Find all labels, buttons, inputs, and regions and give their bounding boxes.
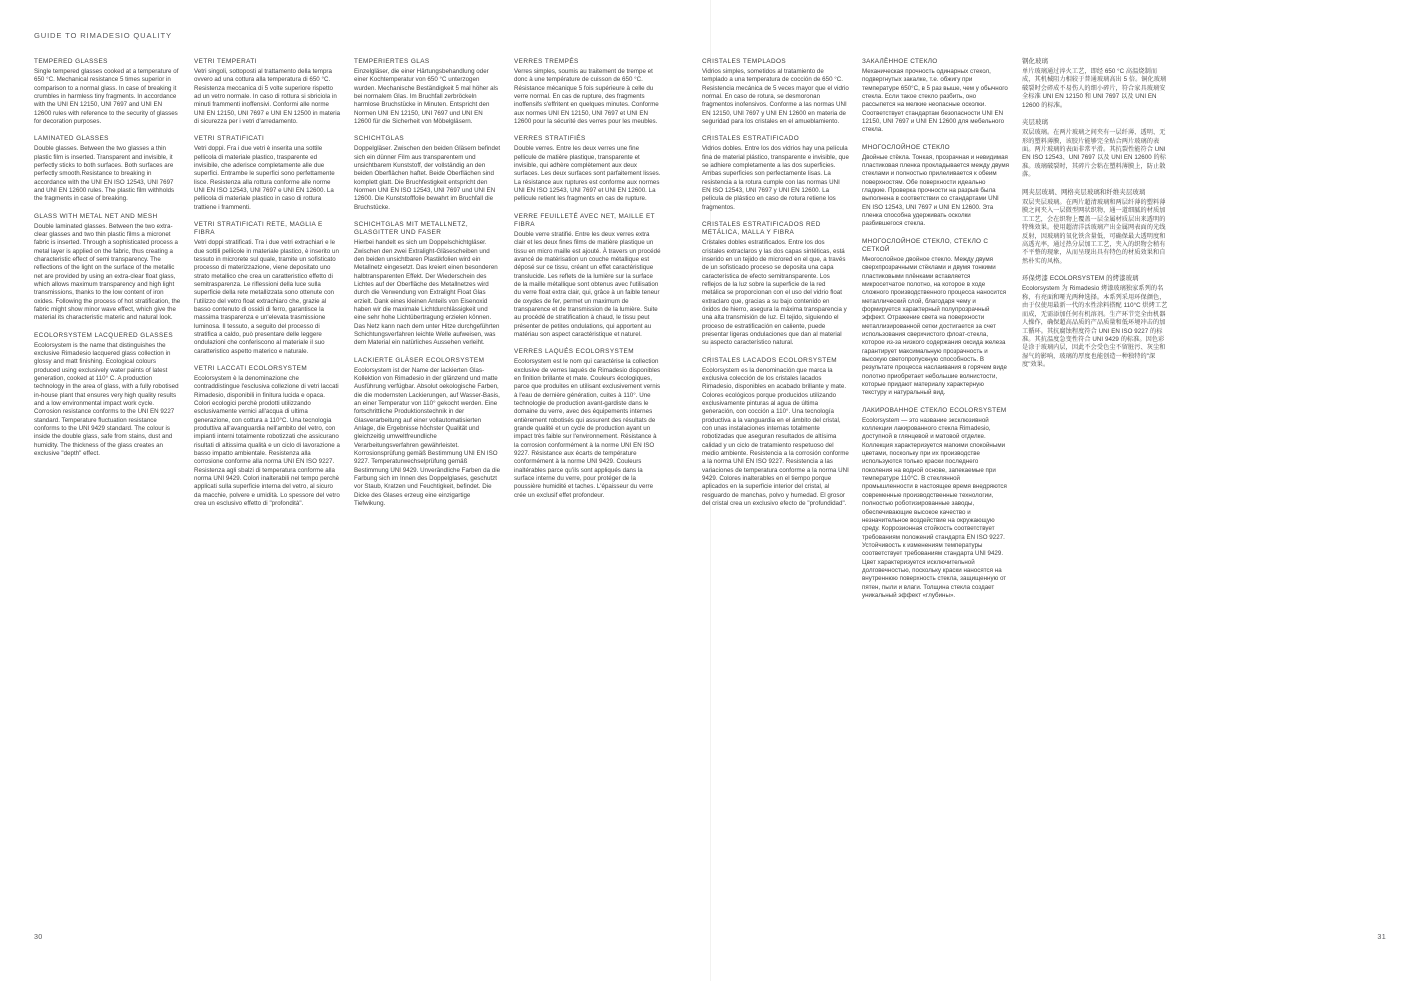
section-ecolorsystem-en — [34, 332, 181, 459]
section-ecolorsystem-zh — [1022, 275, 1169, 369]
section-body: 双层夹层玻璃。在两片超清玻璃和两层纤薄的塑料薄膜之间夹入一层微型网状织物，通一道细腻的材质加工工艺，会在织物上覆盖一层金属材质层出来透明的特殊效果。使用超清洋活玻璃产出金属网表面的光线反射，因玻璃的氧化铁含量低，可确保最大透明度和高透光率，通过热分层加工工艺，夹入的织物会稍有不平整的现象，从而呈现出具有特色的材质效果和自然朴实的风格。 — [1022, 198, 1166, 265]
section-title: LAMINATED GLASSES — [34, 135, 109, 143]
section-title: SCHICHTGLAS MIT METALLNETZ, GLASGITTER UND FASER — [354, 220, 469, 237]
section-body: Механическая прочность одинарных стекол, подвергнутых закалке, т.е. обжигу при температуре 650°C, в 5 раз выше, чем у обычного стекла. Если такое стекло разбить, оно рассыпется на мелкие неопасные осколки. Соответствует стандартам безопасности UNI EN 12150, UNI 7697 и UNI EN 12600 для мебельного стекла. — [862, 67, 1008, 134]
section-tempered-glasses-zh — [1022, 58, 1169, 110]
section-tempered-glasses-es — [702, 58, 849, 126]
section-title: TEMPERIERTES GLAS — [354, 58, 430, 65]
section-body: Double verre stratifié. Entre les deux verres extra clair et les deux fines films de matière plastique un tissu en micro maille est ajouté. À travers un procédé avancé de matérisation un couche métallique est déposé sur ce tissu, créant un effet caractéristique translucide. Les reflets de la lumière sur la surface de la maille métallique sont obtenus avec l'utilisation du verre float extra clair, qui, grâce à un faible teneur de oxydes de fer, permet un maximum de transparence et de transmission de la lumière. Suite au procédé de stratification à chaud, le tissu peut présenter de petites ondulations, qui apportent au matériau son aspect caractéristique et naturel. — [514, 230, 661, 339]
section-title: SCHICHTGLAS — [354, 135, 405, 143]
column-english — [34, 58, 181, 678]
section-body: Vetri doppi stratificati. Tra i due vetri extrachiari e le due sottili pellicole in materiale plastico, è inserito un tessuto in microrete sul quale, tramite un sofisticato processo di materizzazione, viene depositato uno strato metallico che crea un caratteristico effetto di semitrasparenza. Le riflessioni della luce sulla superficie della rete metallizzata sono ottenute con l'utilizzo del vetro float extrachiaro che, grazie al basso contenuto di ossidi di ferro, garantisce la massima trasparenza e un'elevata trasmissione luminosa. Il tessuto, a seguito del processo di stratifica a caldo, può presentare delle leggere ondulazioni che conferiscono al materiale il suo caratteristico aspetto materico e naturale. — [194, 239, 339, 355]
section-body: Vetri doppi. Fra i due vetri è inserita una sottile pellicola di materiale plastico, trasparente ed invisibile, che aderisce completamente alle due superfici. Entrambe le superfici sono perfettamente lisce. Resistenza alla rottura conforme alle norme UNI EN ISO 12543, UNI 7697 e UNI EN 12600. La pellicola di materiale plastico in caso di rottura trattiene i frammenti. — [194, 145, 335, 211]
section-glass-metal-net-en — [34, 213, 181, 323]
section-title: МНОГОСЛОЙНОЕ СТЕКЛО — [862, 143, 950, 151]
section-title: VETRI TEMPERATI — [194, 58, 257, 65]
section-ecolorsystem-ru — [862, 407, 1009, 600]
section-glass-metal-net-fr — [514, 213, 661, 340]
section-title: VERRE FEUILLETÉ AVEC NET, MAILLE ET FIBRA — [514, 212, 655, 229]
section-body: Ecolorsystem is the name that distinguishes the exclusive Rimadesio lacquered glass collection in glossy and matt finishing. Ecological colours produced using exclusively water paints of latest generation, cooked at 110° C. A production technology in the area of glass, with a fully robotised in-house plant that ensures very high quality results and a low environmental impact work cycle. Corrosion resistance conforms to the UNI EN 9227 standard. Temperature fluctuation resistance conforms to the UNI 9429 standard. The colour is inside the double glass, safe from stains, dust and humidity. The thickness of the glass creates an exclusive "depth" effect. — [34, 341, 179, 458]
column-french — [514, 58, 661, 678]
section-title: ECOLORSYSTEM LACQUERED GLASSES — [34, 331, 174, 339]
section-ecolorsystem-fr — [514, 348, 661, 500]
section-glass-metal-net-it — [194, 221, 341, 356]
section-title: GLASS WITH METAL NET AND MESH — [34, 212, 158, 220]
section-tempered-glasses-fr — [514, 58, 661, 126]
column-russian — [862, 58, 1009, 678]
section-body: Double laminated glasses. Between the two extra-clear glasses and two thin plastic films a micronet fabric is inserted. Through a sophisticated process a metal layer is applied on the fabric, thus creating a characteristic effect of semi transparency. The reflections of the light on the surface of the metallic net are provided by using an extra-clear float glass, which allows maximum transparency and high light transmissions, thanks to the low content of iron oxides. Following the process of hot stratification, the fabric might show minor wave effect, which give the material its characteristic materic and natural look. — [34, 222, 181, 322]
section-glass-metal-net-zh — [1022, 189, 1169, 267]
section-body: Ecolorsystem è la denominazione che contraddistingue l'esclusiva collezione di vetri laccati Rimadesio, disponibili in finitura lucida e opaca. Colori ecologici perchè prodotti utilizzando esclusivamente vernici all'acqua di ultima generazione, con cottura a 110°C. Una tecnologia produttiva all'avanguardia nell'ambito del vetro, con impianti interni totalmente robotizzati che assicurano risultati di altissima qualità e un ciclo di lavorazione a basso impatto ambientale. Resistenza alla corrosione conforme alla norma UNI EN ISO 9227. Resistenza agli sbalzi di temperatura conforme alla norma UNI 9429. Colori inalterabili nel tempo perchè applicati sulla superficie interna del vetro, al sicuro da macchie, polvere e umidità. Lo spessore del vetro crea un esclusivo effetto di "profondità". — [194, 375, 340, 508]
section-title: CRISTALES ESTRATIFICADOS RED METÁLICA, MALLA Y FIBRA — [702, 220, 821, 237]
section-title: 环保烤漆 ECOLORSYSTEM 的烤漆玻璃 — [1022, 275, 1139, 283]
section-tempered-glasses-de — [354, 58, 501, 126]
section-ecolorsystem-it — [194, 365, 341, 508]
section-body: Vetri singoli, sottoposti al trattamento della tempra ovvero ad una cottura alla temperatura di 650 °C. Resistenza meccanica di 5 volte superiore rispetto ad un vetro normale. In caso di rottura si sbriciola in minuti frammenti inoffensivi. Conformi alle norme UNI EN 12150, UNI 7697 e UNI EN 12500 in materia di sicurezza per i vetri d'arredamento. — [194, 67, 341, 125]
section-laminated-glasses-ru — [862, 144, 1009, 229]
section-glass-metal-net-es — [702, 221, 849, 348]
section-title: ЛАКИРОВАННОЕ СТЕКЛО ECOLORSYSTEM — [862, 406, 1007, 414]
section-laminated-glasses-fr — [514, 135, 661, 203]
section-body: Ecolorsystem es la denominación que marca la exclusiva colección de los cristales lacados Rimadesio, disponibles en acabado brillante y mate. Colores ecológicos porque producidos utilizando exclusivamente pinturas al agua de última generación, con cocción a 110°. Una tecnología productiva a la vanguardia en el ámbito del cristal, con unas instalaciones internas totalmente robotizadas que aseguran resultados de altísima calidad y un ciclo de tratamiento respetuoso del medio ambiente. Resistencia a la corrosión conforme a la norma UNI EN ISO 9227. Resistencia a las variaciones de temperatura conforme a la norma UNI 9429. Colores inalterables en el tiempo porque aplicados en la superficie interior del cristal, al resguardo de manchas, polvo y humedad. El grosor del cristal crea un exclusivo efecto de "profundidad". — [702, 366, 849, 508]
section-title: VERRES TREMPÉS — [514, 58, 579, 65]
section-title: CRISTALES TEMPLADOS — [702, 58, 787, 65]
section-title: VETRI STRATIFICATI RETE, MAGLIA E FIBRA — [194, 220, 323, 237]
section-tempered-glasses-en — [34, 58, 181, 126]
section-body: Двойные стёкла. Тонкая, прозрачная и невидимая пластиковая пленка прокладывается между двумя стеклами и полностью прилеливается к обеим поверхностям. Обе поверхности идеально гладкие. Проверка прочности на разрыв была выполнена в соответствии со стандартами UNI EN ISO 12543, UNI 7697 и UNI EN 12600. Эта пленка способна удерживать осколки разбившегося стекла. — [862, 153, 1009, 228]
section-title: VETRI LACCATI ECOLORSYSTEM — [194, 365, 308, 373]
section-body: Ecolorsystem ist der Name der lackierten Glas-Kollektion von Rimadesio in der glänzend und matte Ausführung verfügbar. Absolut oekologische Farben, die die modernsten Lackierungen, auf Wasser-Basis, an einer Temperatur von 110° gekocht werden. Eine fortschrittliche Produktionstechnik in der Glasverarbeitung auf einer vollautomatisierten Anlage, die Ergebnisse höchster Qualität und gleichzeitig umweltfreundliche Verarbeitungsverfahren gewährleistet. Korrosionsprüfung gemäß Bestimmung UNI EN ISO 9227. Temperaturwechselprüfung gemäß Bestimmung UNI 9429. Unverändliche Farben da die Farbung sich im Innen des Doppelglases, geschutzt vor Staub, Kratzen und Feuchtigkeit, befindet. Die Dicke des Glases erzeug eine einzigartige Tiefwikung. — [354, 366, 501, 508]
section-title: VETRI STRATIFICATI — [194, 135, 265, 143]
section-title: МНОГОСЛОЙНОЕ СТЕКЛО, СТЕКЛО С СЕТКОЙ — [862, 237, 989, 254]
section-body: Hierbei handelt es sich um Doppelschichtgläser. Zwischen den zwei Extralight-Gläsescheiben und den beiden unsichtbaren Plastikfolien wird ein Metallnetz eingesetzt. Das kreiert einen besonderen halbtransparenten Effekt. Der Wiederschein des Lichtes auf der Oberfläche des Metallnetzes wird durch die Verwendung von Extralight Float Glas erzielt. Dank eines kleinen Anteils von Eisenoxid haben wir die maximale Lichtdurchlässigkeit und eine sehr hohe Lichtübertragung erzielen können. Das Netz kann nach dem unter Hitze durchgeführten Schichtungsverfahren leichte Welle aufweisen, was dem Material ein natürliches Aussehen verleiht. — [354, 239, 500, 347]
section-body: 双层玻璃。在两片玻璃之间夹有一层纤薄、透明、无形的塑料薄膜，该胶片能够完全贴合两片玻璃的表面。两片玻璃的表面非常平滑。其抗裂性能符合 UNI EN ISO 12543、UNI 7697 以及 UNI EN 12600 的标准。玻璃破裂时，其碎片会粘在塑料薄膜上，防止散落。 — [1022, 129, 1167, 179]
section-body: Doppelgläser. Zwischen den beiden Gläsern befindet sich ein dünner Film aus transparentem und unsichtbarem Kunststoff, der vollständig an den beiden Oberflächen haftet. Beide Oberflächen sind komplett glatt. Die Bruchfestigkeit entspricht den Normen UNI EN ISO 12543, UNI 7697 und UNI EN 12600. Die Kunststofffolie bewahrt im Bruchfall die Bruchstücke. — [354, 145, 501, 211]
folio-left: 30 — [34, 932, 43, 941]
section-title: VERRES LAQUÉS ECOLORSYSTEM — [514, 348, 634, 356]
section-body: Ecolorsystem est le nom qui caractérise la collection exclusive de verres laqués de Rimadesio disponibles en finition brillante et mate. Couleurs écologiques, parce que produites en utilisant exclusivement vernis à l'eau de dernière génération, cuites à 110°. Une technologie de production avant-gardiste dans le domaine du verre, avec des équipements internes entièrement robotisés qui assurent des résultats de grande qualité et un cycle de production ayant un impact très faible sur l'environnement. Résistance à la corrosion conformément à la norme UNI EN ISO 9227. Résistance aux écarts de température conformément à la norme UNI 9429. Couleurs inaltérables parce qu'ils sont appliqués dans la surface interne du verre, pour protéger de la poussière humidité et taches. L'épaisseur du verre crée un exclusif effet profondeur. — [514, 358, 661, 499]
section-body: Cristales dobles estratificados. Entre los dos cristales extraclaros y las dos capas sintéticas, está inserido en un tejido de microred en el que, a través de un sofisticado proceso se deposita una capa característica de efecto semitransparente. Los reflejos de la luz sobre la superficie de la red metálica se proporcionan con el uso del vidrio float extraclaro que, gracias a su bajo contenido en óxidos de hierro, asegura la máxima transparencia y una alta transmisión de luz. El tejido, siguiendo el proceso de estratificación en caliente, puede presentar ligeras ondulaciones que dan al material su aspecto característico natural. — [702, 239, 847, 347]
section-title: 夹层玻璃 — [1022, 119, 1048, 127]
section-body: Vidrios dobles. Entre los dos vidrios hay una película fina de material plástico, transparente e invisible, que se adhiere completamente a las dos superficies. Ambas superficies son perfectamente lisas. La resistencia a la rotura cumple con las normas UNI EN ISO 12543, UNI 7697 y UNI EN 12600. La película de plástico en caso de rotura retiene los fragmentos. — [702, 145, 849, 211]
section-body: Ecolorsystem — это название эксклюзивной коллекции лакированного стекла Rimadesio, доступной в глянцевой и матовой отделке. Коллекция характеризуется магкими спокойными цветами, поскольку при их производстве используются только краски последнего поколения на водной основе, запекаемые при температуре 110°C. В стеклянной промышленности в настоящее время внедряются современные производственные технологии, полностью роботизированные заводы, обеспечивающие высокое качество и незначительное воздействие на окружающую среду. Коррозионная стойкость соответствует требованиям положений стандарта EN ISO 9227. Устойчивость к изменениям температуры соответствует требованиям стандарта UNI 9429. Цвет характеризуется исключительной долговечностью, поскольку краски наносятся на внутреннюю поверхность стекла, защищенную от пятен, пыли и влаги. Толщина стекла создает уникальный эффект «глубины». — [862, 416, 1007, 599]
section-title: TEMPERED GLASSES — [34, 58, 108, 65]
section-body: Double verres. Entre les deux verres une fine pellicule de matière plastique, transparente et invisible, qui adhère complètement aux deux surfaces. Les deux surfaces sont parfaitement lisses. La résistance aux ruptures est conforme aux normes UNI EN ISO 12543, UNI 7697 et UNI EN 12600. La pellicule retient les fragments en cas de rupture. — [514, 145, 661, 203]
running-header: GUIDE TO RIMADESIO QUALITY — [34, 31, 172, 40]
section-title: 网夹层玻璃、网格夹层玻璃和纤维夹层玻璃 — [1022, 188, 1146, 196]
section-title: LACKIERTE GLÄSER ECOLORSYSTEM — [354, 356, 485, 364]
section-title: CRISTALES ESTRATIFICADO — [702, 135, 800, 143]
section-laminated-glasses-en — [34, 135, 181, 203]
section-body: Vidrios simples, sometidos al tratamiento de templado a una temperatura de cocción de 650 °C. Resistencia mecánica de 5 veces mayor que el vidrio normal. En caso de rotura, se desmoronan fragmentos inofensivos. Conforme a las normas UNI EN 12150, UNI 7697 y UNI EN 12600 en materia de seguridad para los cristales en el amueblamiento. — [702, 67, 849, 125]
section-glass-metal-net-de — [354, 221, 501, 348]
section-title: ЗАКАЛЁННОЕ СТЕКЛО — [862, 58, 938, 65]
section-body: Многослойное двойное стекло. Между двумя сверхпрозрачными стёклами и двумя тонкими пластиковыми плёнками вставляется микросетчатое полотно, на которое в ходе сложного производственного процесса наносится металлический слой, благодаря чему и формируется характерный полупрозрачный эффект. Отражение света на поверхности металлизированной сетки достигается за счет использования сверхчистого флоат-стекла, которое из-за низкого содержания оксида железа гарантирует максимальную прозрачность и высокую светопропускную способность. В результате процесса наслаивания в горячем виде полотно приобретает небольшие волнистости, которые придают материалу характерную текстуру и натуральный вид. — [862, 255, 1008, 397]
section-body: Double glasses. Between the two glasses a thin plastic film is inserted. Transparent and invisible, it perfectly sticks to both surfaces. Both surfaces are perfectly smooth.Resistance to breaking in accordance with the UNI EN ISO 12543, UNI 7697 and UNI EN 12600 rules. The plastic film withholds the fragments in case of breaking. — [34, 145, 175, 203]
section-tempered-glasses-ru — [862, 58, 1009, 135]
section-ecolorsystem-de — [354, 357, 501, 509]
column-italian — [194, 58, 341, 678]
section-laminated-glasses-de — [354, 135, 501, 212]
column-german — [354, 58, 501, 678]
section-title: VERRES STRATIFIÉS — [514, 135, 586, 143]
section-laminated-glasses-zh — [1022, 119, 1169, 180]
section-title: CRISTALES LACADOS ECOLORSYSTEM — [702, 356, 837, 364]
section-body: Single tempered glasses cooked at a temperature of 650 °C. Mechanical resistance 5 times superior in comparison to a normal glass. In case of breaking it crumbles in harmless tiny fragments. In accordance with the UNI EN 12150, UNI 7697 and UNI EN 12600 rules with reference to the security of glasses for decoration purposes. — [34, 67, 179, 125]
text-columns — [34, 58, 1386, 678]
column-spanish — [702, 58, 849, 678]
section-glass-metal-net-ru — [862, 238, 1009, 398]
section-body: Einzelgläser, die einer Härtungsbehandlung oder einer Kochtemperatur von 650 °C unterzogen wurden. Mechanische Beständigkeit 5 mal höher als bei normalem Glas. Im Bruchfall zerbröckeln harmlose Bruchstücke in Minuten. Entspricht den Normen UNI EN 12150, UNI 7697 und UNI EN 12600 für die Sicherheit von Möbelgläsern. — [354, 67, 499, 125]
section-body: 单片玻璃通过淬火工艺，即经 650 °C 高温烧制而成，其机械阻力相较于普通玻璃高出 5 倍。铜化玻璃破裂时会碎成不易伤人的细小碎片，符合家具玻璃安全标准 UNI EN 12150 和 UNI 7697 以及 UNI EN 12600 的标准。 — [1022, 67, 1167, 109]
section-ecolorsystem-es — [702, 357, 849, 509]
section-tempered-glasses-it — [194, 58, 341, 126]
section-body: Verres simples, soumis au traitement de trempe et donc à une température de cuisson de 650 °C. Résistance mécanique 5 fois supérieure à celle du verre normal. En cas de rupture, des fragments inoffensifs s'effritent en quelques minutes. Conforme aux normes UNI EN 12150, UNI 7697 et UNI EN 12600 pour la sécurité des verres pour les meubles. — [514, 67, 659, 125]
folio-right: 31 — [1377, 932, 1386, 941]
section-laminated-glasses-it — [194, 135, 341, 212]
section-title: 钢化玻璃 — [1022, 58, 1048, 65]
spread-center-gap — [674, 58, 702, 678]
column-chinese — [1022, 58, 1169, 678]
section-laminated-glasses-es — [702, 135, 849, 212]
section-body: Ecolorsystem 为 Rimadesio 烤漆玻璃独家系列的名称，有亮面和哑光两种选择。本系列采用环保颜色，由于仅使用最新一代的水性涂料搭配 110°C 烘烤工艺而成，无需添加任何有机溶剂。生产环节完全由机器人操作，确保超高品质的产品质量和低环境冲击的加工循环。其抗腐蚀程度符合 UNI EN ISO 9227 的标准。其抗温度急变性符合 UNI 9429 的标准。因色彩是涂于玻璃内层，因此不会受色尘不留脏污、灰尘和湿气的影响，玻璃的厚度也能创造一种独特的"深度"效果。 — [1022, 285, 1168, 369]
